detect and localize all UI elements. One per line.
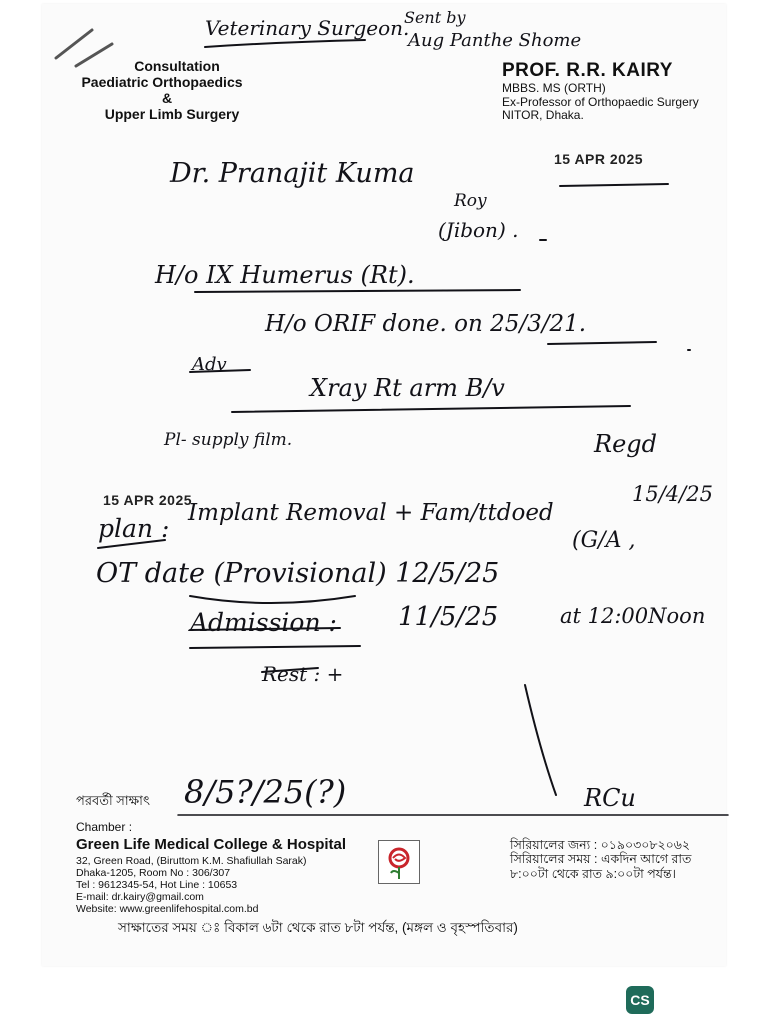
ampersand: &	[161, 90, 173, 107]
advice-label: Adv	[192, 354, 227, 375]
underline	[232, 406, 630, 412]
doctor-signature: RCu	[584, 784, 636, 812]
underline	[190, 646, 360, 648]
history-fracture: H/o IX Humerus (Rt).	[155, 261, 415, 289]
underline	[195, 290, 520, 292]
rose-logo-icon	[379, 841, 419, 883]
letterhead-doctor	[502, 60, 722, 123]
serial-time: সিরিয়ালের সময় : একদিন আগে রাত	[510, 852, 692, 867]
visiting-hours: সাক্ষাতের সময় ঃ বিকাল ৬টা থেকে রাত ৮টা পর্যন্ত, (মঙ্গল ও বৃহস্পতিবার)	[118, 920, 518, 935]
ot-date: OT date (Provisional) 12/5/25	[96, 558, 500, 589]
underline	[548, 342, 656, 344]
telephone: Tel : 9612345-54, Hot Line : 10653	[76, 879, 238, 892]
underline	[560, 184, 668, 186]
serial-info	[510, 838, 724, 881]
camscanner-badge: CS	[626, 986, 654, 1014]
next-visit-value: 8/5?/25(?)	[184, 773, 347, 811]
history-orif: H/o ORIF done. on 25/3/21.	[265, 311, 587, 337]
patient-name: Dr. Pranajit Kuma	[170, 158, 415, 189]
plan-text: Implant Removal + Fam/ttdoed	[188, 500, 554, 526]
pen-stroke	[525, 685, 556, 795]
date-stamp: 15 APR 2025	[103, 492, 193, 508]
address-line-1: 32, Green Road, (Biruttom K.M. Shafiullah Sarak)	[76, 855, 307, 868]
doctor-position: Ex-Professor of Orthopaedic Surgery	[502, 94, 699, 109]
advice-xray: Xray Rt arm B/v	[310, 374, 505, 402]
plan-label: plan :	[98, 514, 170, 543]
serial-time-range: ৮:০০টা থেকে রাত ৯:০০টা পর্যন্ত।	[510, 866, 677, 881]
hospital-logo	[378, 840, 420, 884]
doctor-degree: MBBS. MS (ORTH)	[502, 80, 606, 95]
pen-mark	[56, 30, 92, 58]
chamber-label: Chamber :	[76, 820, 133, 834]
address-line-2: Dhaka-1205, Room No : 306/307	[76, 867, 231, 880]
serial-phone: সিরিয়ালের জন্য : ০১৯০৩০৮২০৬২	[510, 838, 691, 852]
admission-label: Admission :	[190, 608, 337, 637]
website: Website: www.greenlifehospital.com.bd	[76, 903, 259, 916]
rest-note: Rest : +	[262, 662, 344, 686]
hospital-name: Green Life Medical College & Hospital	[76, 835, 347, 853]
admission-time: at 12:00Noon	[560, 604, 706, 628]
patient-surname: Roy	[454, 191, 487, 211]
regd-date: 15/4/25	[632, 482, 713, 506]
supply-film-note: Pl- supply film.	[164, 430, 293, 450]
letterhead-specialties	[62, 58, 262, 122]
referral-by-line1: Sent by	[404, 8, 466, 27]
underline	[190, 596, 355, 603]
consultation-label: Consultation	[134, 58, 220, 74]
anaesthesia-note: (G/A ,	[572, 528, 636, 553]
specialty-upper-limb: Upper Limb Surgery	[104, 106, 240, 123]
underline	[205, 40, 365, 47]
referral-by-line2: Aug Panthe Shome	[408, 30, 582, 51]
next-visit-label: পরবর্তী সাক্ষাৎ	[76, 793, 150, 808]
date-stamp: 15 APR 2025	[554, 151, 644, 167]
patient-nickname: (Jibon) .	[438, 218, 519, 242]
regd-signature: Regd	[594, 430, 657, 458]
referral-dept: Veterinary Surgeon.	[205, 16, 410, 40]
chamber-block	[76, 821, 376, 915]
email: E-mail: dr.kairy@gmail.com	[76, 891, 204, 904]
admission-date: 11/5/25	[398, 602, 499, 632]
doctor-institute: NITOR, Dhaka.	[502, 108, 584, 123]
doctor-name: PROF. R.R. KAIRY	[502, 60, 673, 81]
specialty-paediatric: Paediatric Orthopaedics	[81, 74, 243, 91]
